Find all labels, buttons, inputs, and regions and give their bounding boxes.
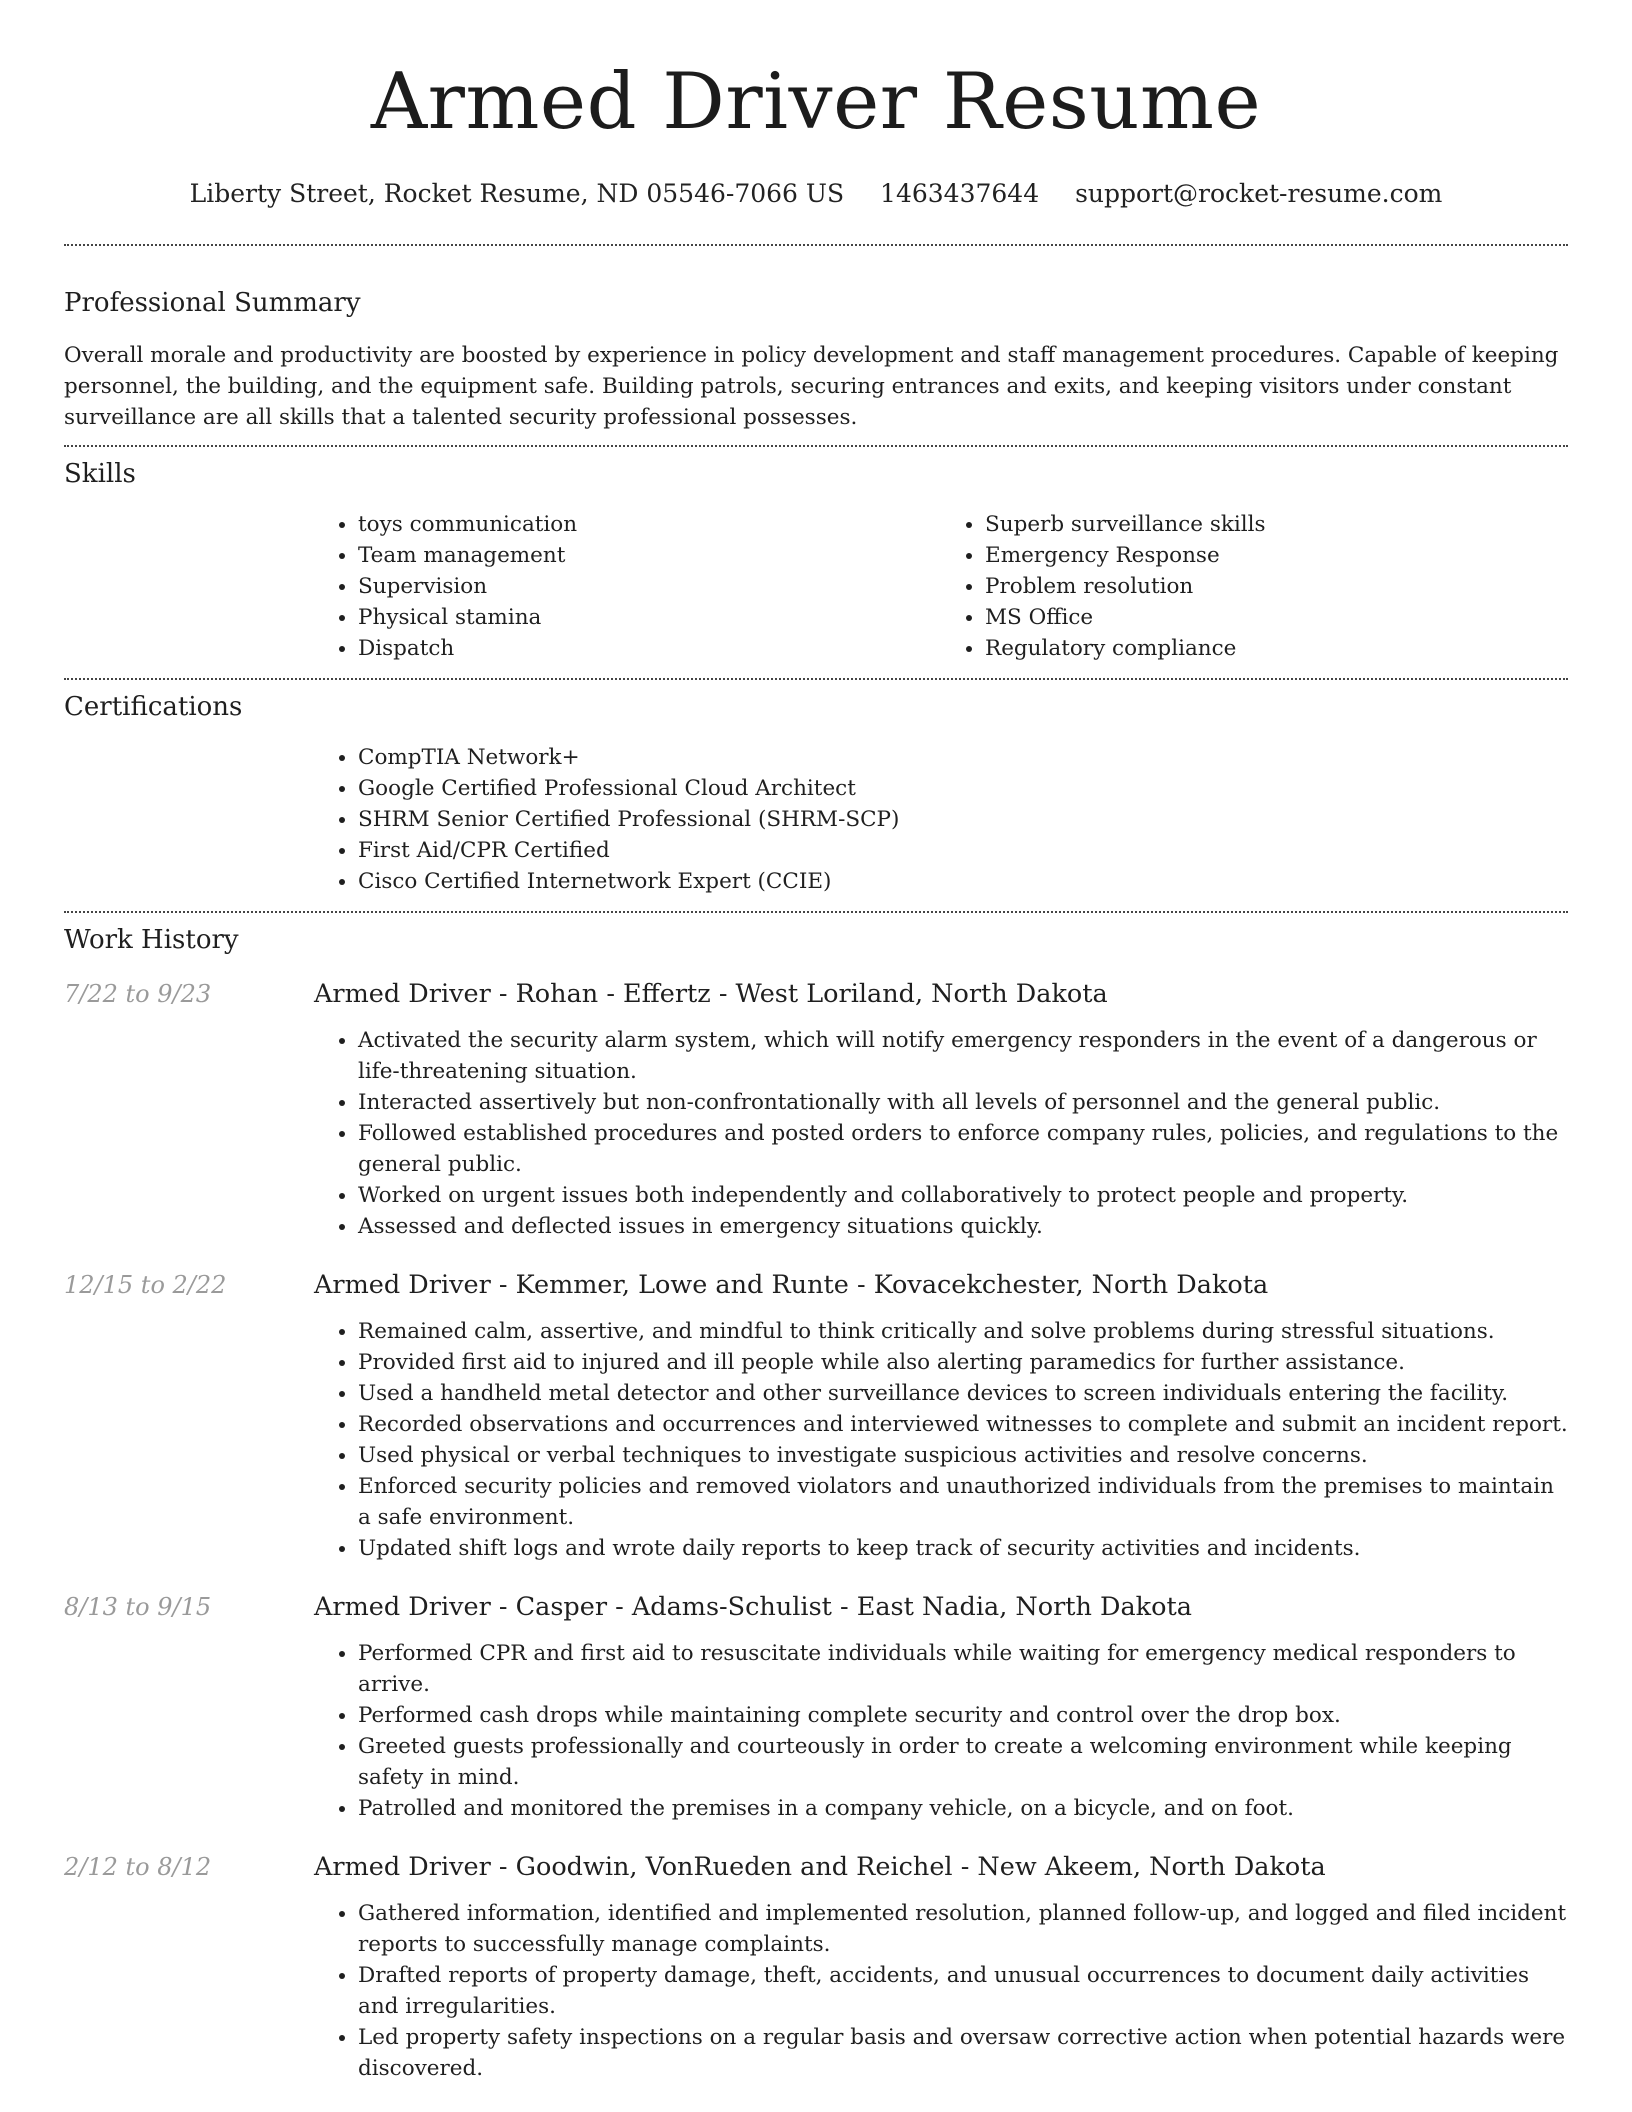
skills-list-left — [314, 509, 941, 664]
summary-text: Overall morale and productivity are boosted by experience in policy development and staff management procedures. Capable of keeping personnel, the building, and the equipment safe. Building patrols, securing entrances and exits, and keeping visitors under constant surveillance are all skills that a talented security professional possesses. — [64, 343, 1559, 430]
certification-item: • SHRM Senior Certified Professional (SHRM-SCP) — [358, 804, 1568, 835]
job-title: Armed Driver - Goodwin, VonRueden and Reichel - New Akeem, North Dakota — [314, 1852, 1326, 1882]
job-bullet: • Enforced security policies and removed violators and unauthorized individuals from the premises to maintain a safe environment. — [358, 1471, 1568, 1533]
contact-line — [64, 176, 1568, 212]
certifications-list — [314, 742, 1568, 897]
job-bullet: • Followed established procedures and posted orders to enforce company rules, policies, and regulations to the general public. — [358, 1118, 1568, 1180]
job-title: Armed Driver - Rohan - Effertz - West Loriland, North Dakota — [314, 979, 1108, 1009]
job-header — [64, 1590, 1568, 1624]
job-bullet: • Used a handheld metal detector and other surveillance devices to screen individuals entering the facility. — [358, 1378, 1568, 1409]
skill-item: • MS Office — [985, 602, 1568, 633]
job-dates: 2/12 to 8/12 — [64, 1853, 212, 1881]
summary-heading: Professional Summary — [64, 288, 361, 318]
job-bullet: • Worked on urgent issues both independently and collaboratively to protect people and property. — [358, 1180, 1568, 1211]
certification-item: • CompTIA Network+ — [358, 742, 1568, 773]
certifications-section — [64, 680, 1568, 897]
resume-title: Armed Driver Resume — [370, 57, 1262, 147]
job-bullets — [314, 1316, 1568, 1564]
job-bullet: • Updated shift logs and wrote daily reports to keep track of security activities and incidents. — [358, 1533, 1568, 1564]
job-bullet: • Used physical or verbal techniques to investigate suspicious activities and resolve concerns. — [358, 1440, 1568, 1471]
job-entry — [64, 1268, 1568, 1564]
job-bullet: • Performed cash drops while maintaining complete security and control over the drop box. — [358, 1700, 1568, 1731]
job-bullet: • Provided first aid to injured and ill people while also alerting paramedics for further assistance. — [358, 1347, 1568, 1378]
job-bullet: • Greeted guests professionally and courteously in order to create a welcoming environment while keeping safety in mind. — [358, 1731, 1568, 1793]
job-bullet: • Remained calm, assertive, and mindful to think critically and solve problems during stressful situations. — [358, 1316, 1568, 1347]
skill-item: • Superb surveillance skills — [985, 509, 1568, 540]
skills-heading: Skills — [64, 459, 136, 489]
job-bullets — [314, 1898, 1568, 2084]
job-bullet: • Activated the security alarm system, which will notify emergency responders in the event of a dangerous or life-threatening situation. — [358, 1025, 1568, 1087]
job-entry — [64, 1590, 1568, 1824]
contact-address: Liberty Street, Rocket Resume, ND 05546-7066 US — [189, 179, 845, 208]
job-dates: 8/13 to 9/15 — [64, 1593, 212, 1621]
skills-section — [64, 447, 1568, 664]
skill-item: • Dispatch — [358, 633, 941, 664]
job-entry — [64, 977, 1568, 1242]
job-bullets — [314, 1638, 1568, 1824]
skill-item: • Physical stamina — [358, 602, 941, 633]
job-bullet: • Drafted reports of property damage, theft, accidents, and unusual occurrences to document daily activities and irregularities. — [358, 1960, 1568, 2022]
skills-grid — [314, 509, 1568, 664]
work-history-section — [64, 913, 1568, 2084]
resume-page — [64, 0, 1568, 2084]
job-header — [64, 977, 1568, 1011]
skill-item: • Team management — [358, 540, 941, 571]
summary-section — [64, 246, 1568, 433]
job-bullet: • Gathered information, identified and implemented resolution, planned follow-up, and logged and filed incident reports to successfully manage complaints. — [358, 1898, 1568, 1960]
certification-item: • First Aid/CPR Certified — [358, 835, 1568, 866]
skill-item: • Problem resolution — [985, 571, 1568, 602]
job-bullet: • Led property safety inspections on a regular basis and oversaw corrective action when potential hazards were discovered. — [358, 2022, 1568, 2084]
contact-email: support@rocket-resume.com — [1075, 179, 1443, 208]
certifications-heading: Certifications — [64, 692, 243, 722]
job-bullet: • Interacted assertively but non-confrontationally with all levels of personnel and the general public. — [358, 1087, 1568, 1118]
skill-item: • Emergency Response — [985, 540, 1568, 571]
job-bullet: • Patrolled and monitored the premises in a company vehicle, on a bicycle, and on foot. — [358, 1793, 1568, 1824]
contact-phone: 1463437644 — [880, 179, 1040, 208]
skill-item: • Supervision — [358, 571, 941, 602]
job-header — [64, 1268, 1568, 1302]
certification-item: • Cisco Certified Internetwork Expert (CCIE) — [358, 866, 1568, 897]
job-entry — [64, 1850, 1568, 2084]
job-bullet: • Recorded observations and occurrences and interviewed witnesses to complete and submit an incident report. — [358, 1409, 1568, 1440]
job-title: Armed Driver - Kemmer, Lowe and Runte - Kovacekchester, North Dakota — [314, 1270, 1269, 1300]
job-dates: 7/22 to 9/23 — [64, 980, 212, 1008]
job-dates: 12/15 to 2/22 — [64, 1271, 227, 1299]
skills-list-right — [941, 509, 1568, 664]
skill-item: • Regulatory compliance — [985, 633, 1568, 664]
certification-item: • Google Certified Professional Cloud Architect — [358, 773, 1568, 804]
skill-item: • toys communication — [358, 509, 941, 540]
job-bullets — [314, 1025, 1568, 1242]
job-header — [64, 1850, 1568, 1884]
job-bullet: • Performed CPR and first aid to resuscitate individuals while waiting for emergency medical responders to arrive. — [358, 1638, 1568, 1700]
job-bullet: • Assessed and deflected issues in emergency situations quickly. — [358, 1211, 1568, 1242]
job-title: Armed Driver - Casper - Adams-Schulist - East Nadia, North Dakota — [314, 1592, 1192, 1622]
work-history-heading: Work History — [64, 925, 239, 955]
